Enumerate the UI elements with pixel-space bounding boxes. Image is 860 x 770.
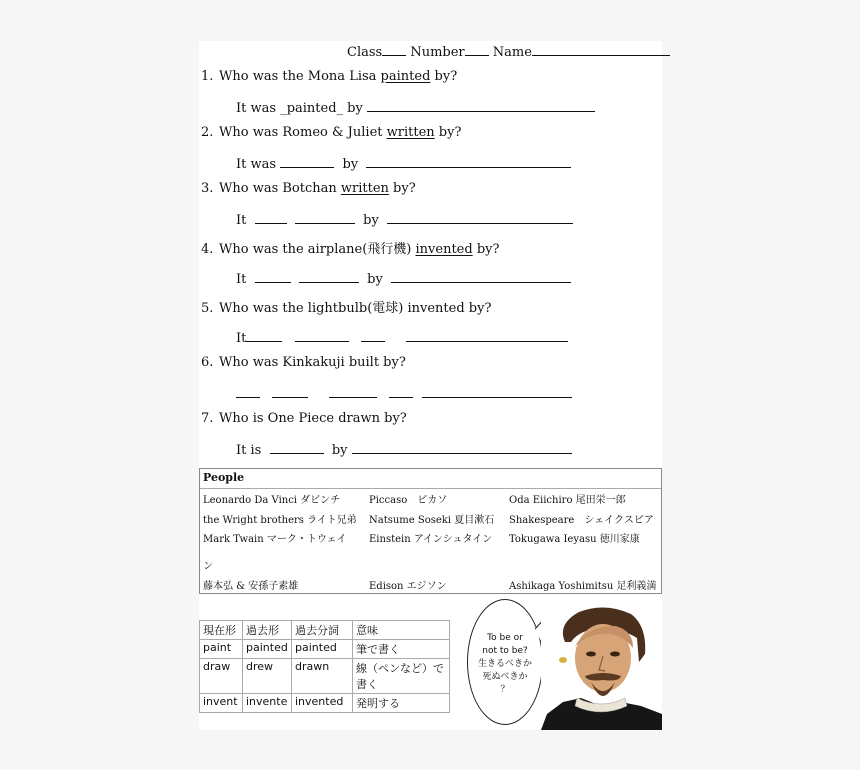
table-cell: invente bbox=[243, 694, 292, 713]
person-entry-wrap: ン bbox=[203, 561, 213, 572]
answer-2: It was by bbox=[236, 153, 571, 172]
person-entry: Tokugawa Ieyasu 徳川家康 bbox=[509, 534, 640, 545]
answer-3-blank-name[interactable] bbox=[387, 209, 573, 224]
table-cell: drawn bbox=[292, 659, 353, 694]
table-cell: painted bbox=[292, 640, 353, 659]
name-blank[interactable] bbox=[532, 41, 670, 56]
shakespeare-portrait bbox=[541, 602, 662, 730]
answer-3-blank-verb[interactable] bbox=[295, 209, 355, 224]
header-cell: 過去分詞 bbox=[292, 621, 353, 640]
name-label: Name bbox=[492, 45, 532, 60]
person-entry: Mark Twain マーク・トウェイ bbox=[203, 534, 347, 545]
table-cell: drew bbox=[243, 659, 292, 694]
answer-4-blank-be[interactable] bbox=[255, 268, 291, 283]
speech-bubble: To be or not to be? 生きるべきか 死ぬべきか ？ bbox=[467, 599, 543, 725]
person-entry: Leonardo Da Vinci ダビンチ bbox=[203, 495, 341, 506]
answer-6-blank-3[interactable] bbox=[329, 383, 377, 398]
answer-6-blank-1[interactable] bbox=[236, 383, 260, 398]
question-3: 3. Who was Botchan written by? bbox=[201, 181, 416, 196]
person-entry: 藤本弘 & 安孫子素雄 bbox=[203, 581, 299, 592]
question-1: 1. Who was the Mona Lisa painted by? bbox=[201, 69, 458, 84]
answer-7: It is by bbox=[236, 439, 572, 458]
people-box bbox=[199, 468, 662, 594]
header-cell: 過去形 bbox=[243, 621, 292, 640]
table-cell: 筆で書く bbox=[353, 640, 450, 659]
answer-7-blank-name[interactable] bbox=[352, 439, 572, 454]
table-cell: invent bbox=[200, 694, 243, 713]
question-4: 4. Who was the airplane(飛行機) invented by? bbox=[201, 242, 500, 257]
answer-4-blank-verb[interactable] bbox=[299, 268, 359, 283]
table-cell: invented bbox=[292, 694, 353, 713]
table-cell: 発明する bbox=[353, 694, 450, 713]
class-label: Class bbox=[347, 45, 383, 60]
person-entry: Einstein アインシュタイン bbox=[369, 534, 493, 545]
question-7: 7. Who is One Piece drawn by? bbox=[201, 411, 407, 426]
person-entry: Shakespeare シェイクスピア bbox=[509, 515, 654, 526]
person-entry: Natsume Soseki 夏目漱石 bbox=[369, 515, 495, 526]
number-blank[interactable] bbox=[465, 41, 489, 56]
class-blank[interactable] bbox=[382, 41, 406, 56]
worksheet-header bbox=[347, 41, 670, 60]
people-title: People bbox=[200, 469, 661, 489]
answer-5-blank-1[interactable] bbox=[246, 327, 282, 342]
answer-6-blank-5[interactable] bbox=[422, 383, 572, 398]
header-cell: 現在形 bbox=[200, 621, 243, 640]
answer-6-blank-4[interactable] bbox=[389, 383, 413, 398]
answer-5-blank-4[interactable] bbox=[406, 327, 568, 342]
number-label: Number bbox=[410, 45, 465, 60]
person-entry: the Wright brothers ライト兄弟 bbox=[203, 515, 357, 526]
person-entry: Piccaso ピカソ bbox=[369, 495, 448, 506]
question-5: 5. Who was the lightbulb(電球) invented by? bbox=[201, 301, 492, 316]
answer-1-blank[interactable] bbox=[367, 97, 595, 112]
answer-6 bbox=[236, 383, 572, 402]
table-row bbox=[200, 659, 450, 694]
verb-table bbox=[199, 620, 450, 713]
answer-5-blank-2[interactable] bbox=[295, 327, 349, 342]
answer-7-blank-verb[interactable] bbox=[270, 439, 324, 454]
worksheet bbox=[199, 41, 662, 730]
answer-2-blank-verb[interactable] bbox=[280, 153, 334, 168]
question-2: 2. Who was Romeo & Juliet written by? bbox=[201, 125, 462, 140]
table-row bbox=[200, 640, 450, 659]
answer-5-blank-3[interactable] bbox=[361, 327, 385, 342]
table-cell: 線（ペンなど）で書く bbox=[353, 659, 450, 694]
answer-3: It by bbox=[236, 209, 573, 228]
question-6: 6. Who was Kinkakuji built by? bbox=[201, 355, 406, 370]
answer-4-blank-name[interactable] bbox=[391, 268, 571, 283]
answer-6-blank-2[interactable] bbox=[272, 383, 308, 398]
answer-3-blank-be[interactable] bbox=[255, 209, 287, 224]
person-entry: Ashikaga Yoshimitsu 足利義満 bbox=[509, 581, 657, 592]
table-cell: draw bbox=[200, 659, 243, 694]
answer-2-blank-name[interactable] bbox=[366, 153, 571, 168]
table-cell: paint bbox=[200, 640, 243, 659]
person-entry: Oda Eiichiro 尾田栄一郎 bbox=[509, 495, 626, 506]
person-entry: Edison エジソン bbox=[369, 581, 447, 592]
verb-table-header bbox=[200, 621, 450, 640]
header-cell: 意味 bbox=[353, 621, 450, 640]
answer-5: It bbox=[236, 327, 568, 346]
table-cell: painted bbox=[243, 640, 292, 659]
answer-4: It by bbox=[236, 268, 571, 287]
table-row bbox=[200, 694, 450, 713]
answer-1: It was _painted_ by bbox=[236, 97, 595, 116]
